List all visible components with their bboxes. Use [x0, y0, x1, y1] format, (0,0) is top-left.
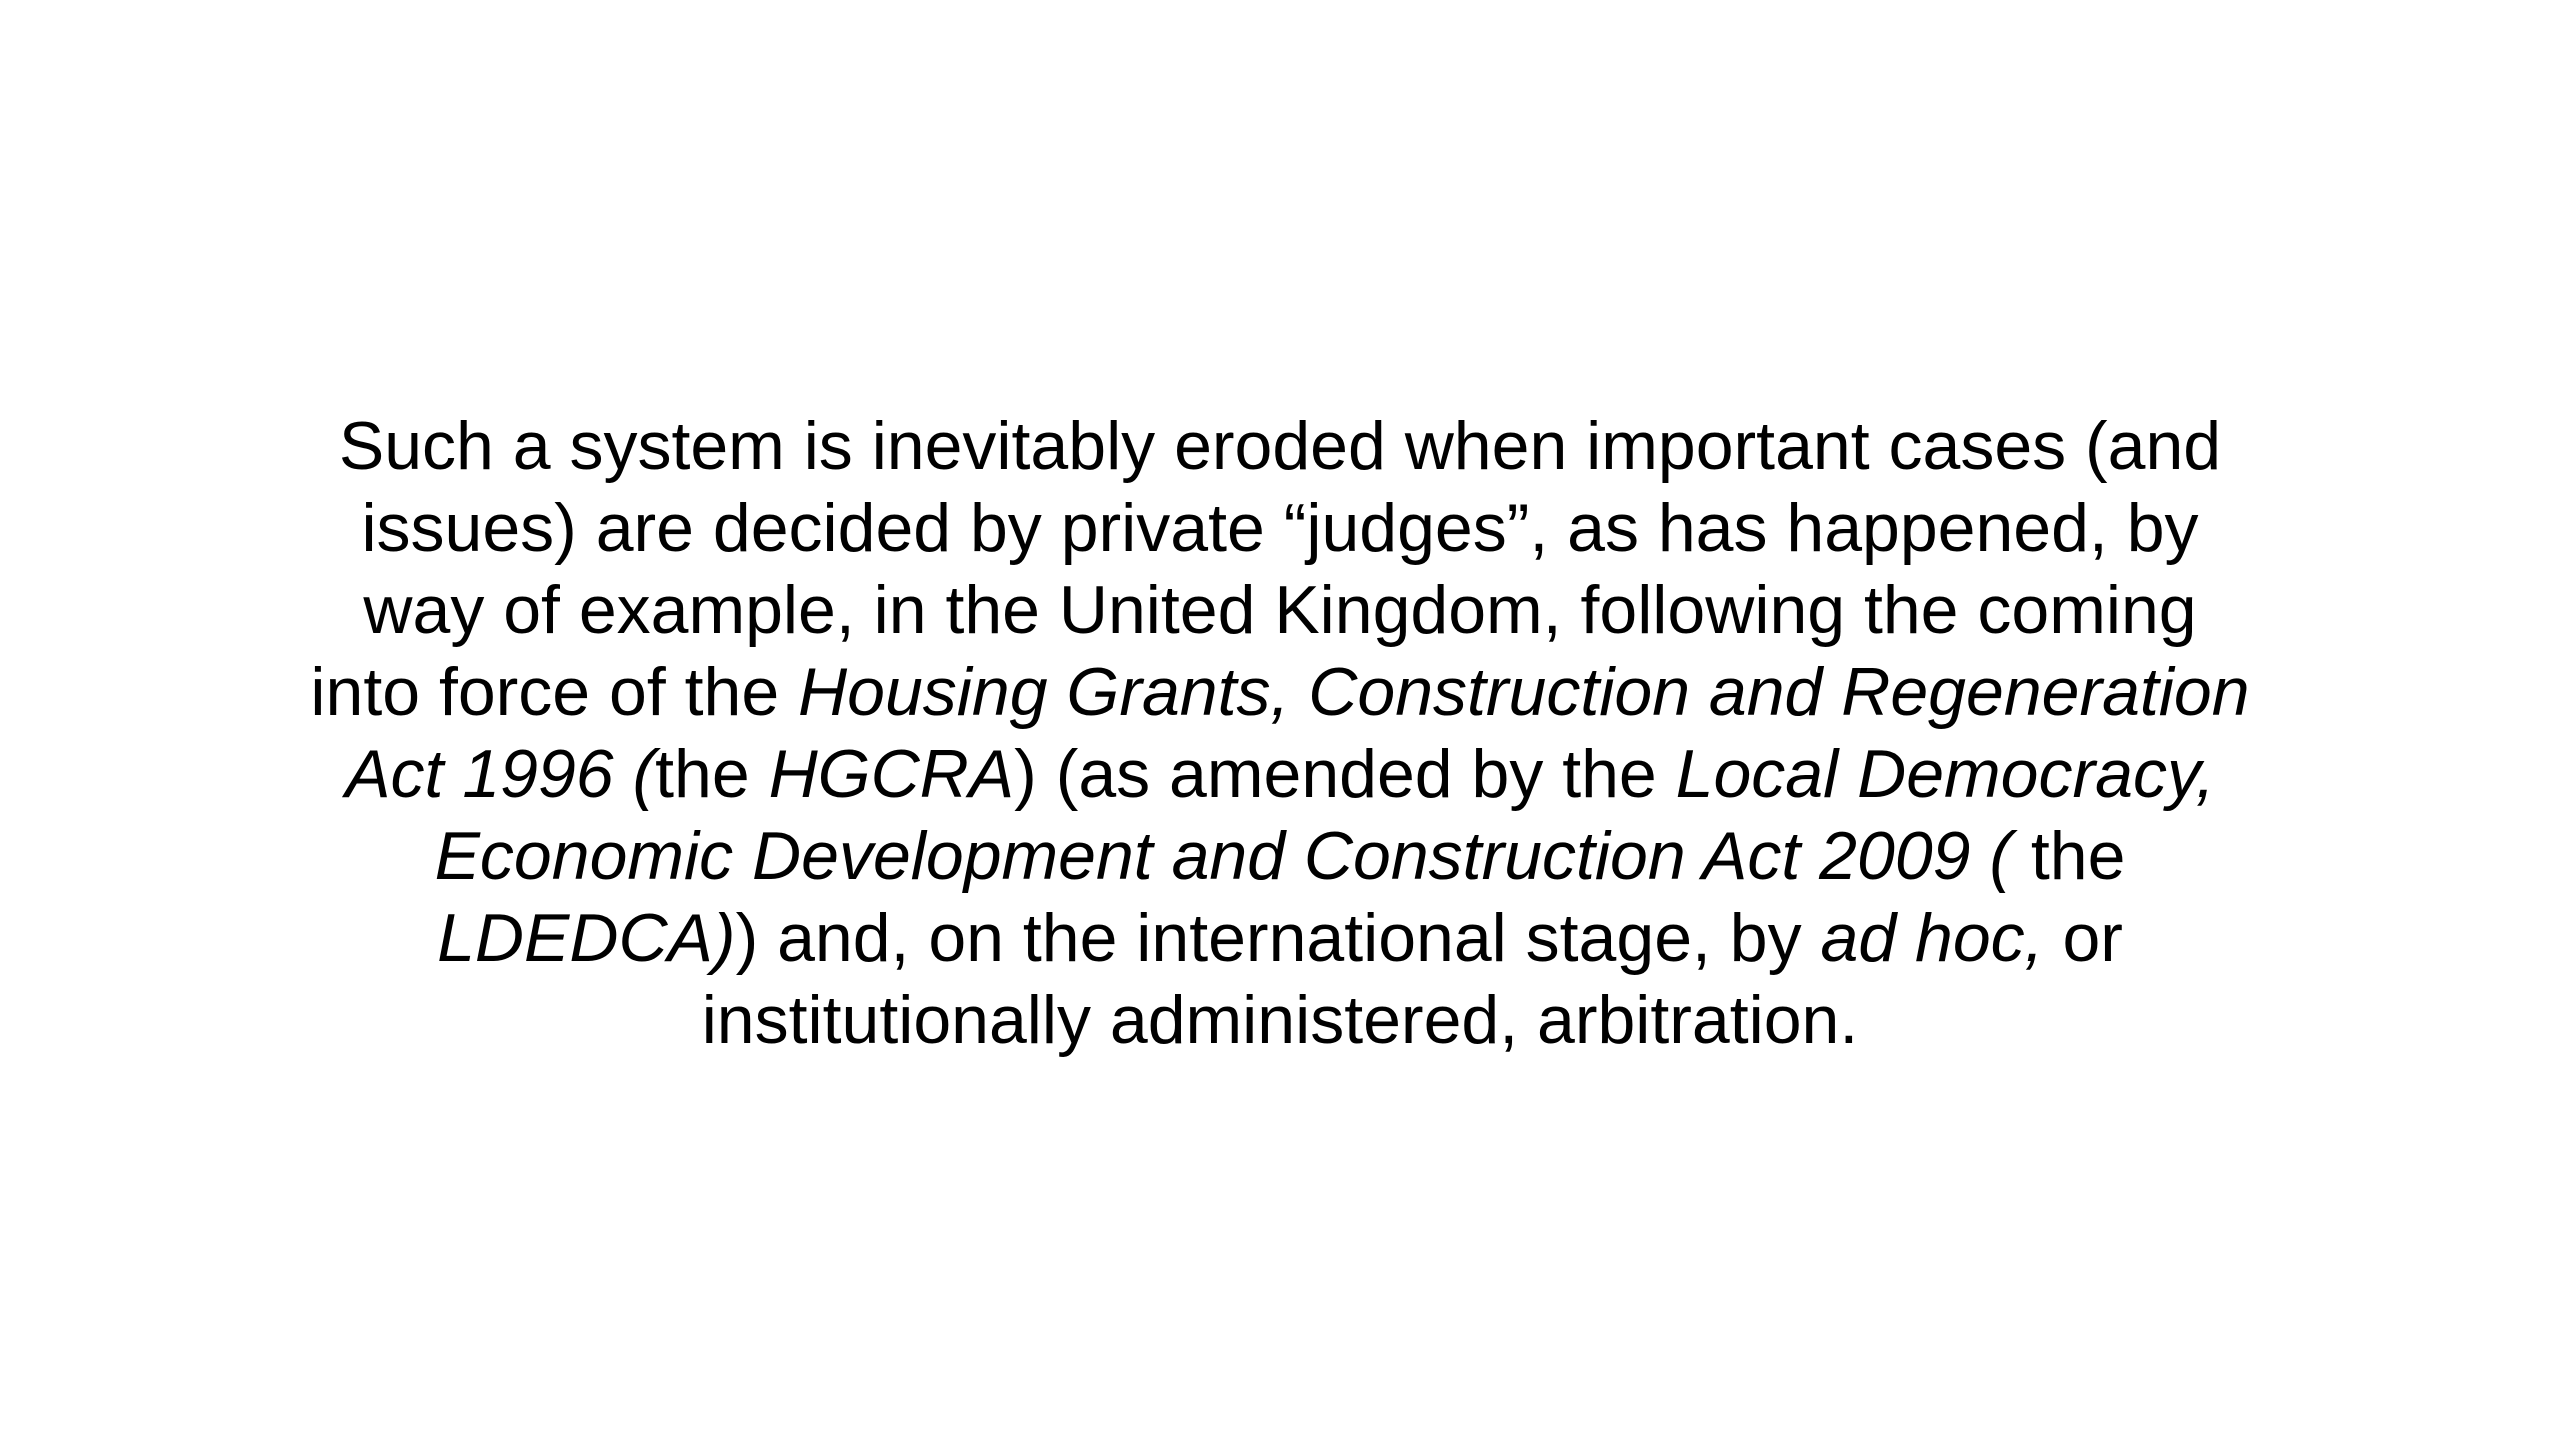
italic-text-run: Economic Development and Construction Act 2009 (	[434, 818, 2031, 894]
text-run: institutionally administered, arbitration.	[701, 982, 1859, 1058]
paragraph-line-8	[200, 979, 2360, 1061]
body-paragraph	[200, 405, 2360, 1061]
text-run: or	[2043, 900, 2123, 976]
italic-text-run: ad hoc,	[1820, 900, 2044, 976]
italic-text-run: Local Democracy,	[1675, 736, 2215, 812]
italic-text-run: Housing Grants, Construction and Regeneration	[798, 654, 2250, 730]
text-run: issues) are decided by private “judges”, as has happened, by	[361, 490, 2199, 566]
text-run: ) and, on the international stage, by	[735, 900, 1821, 976]
italic-text-run: HGCRA	[768, 736, 1015, 812]
text-run: ) (as amended by the	[1014, 736, 1676, 812]
italic-text-run: LDEDCA)	[437, 900, 736, 976]
text-run: way of example, in the United Kingdom, following the coming	[363, 572, 2197, 648]
italic-text-run: Act 1996 (	[345, 736, 656, 812]
text-run: into force of the	[310, 654, 799, 730]
paragraph-line-6	[200, 815, 2360, 897]
text-run: the	[2030, 818, 2126, 894]
paragraph-line-5	[200, 733, 2360, 815]
paragraph-line-7	[200, 897, 2360, 979]
text-run: the	[655, 736, 769, 812]
paragraph-line-1	[200, 405, 2360, 487]
paragraph-line-4	[200, 651, 2360, 733]
paragraph-line-3	[200, 569, 2360, 651]
text-run: Such a system is inevitably eroded when important cases (and	[338, 408, 2222, 484]
paragraph-line-2	[200, 487, 2360, 569]
